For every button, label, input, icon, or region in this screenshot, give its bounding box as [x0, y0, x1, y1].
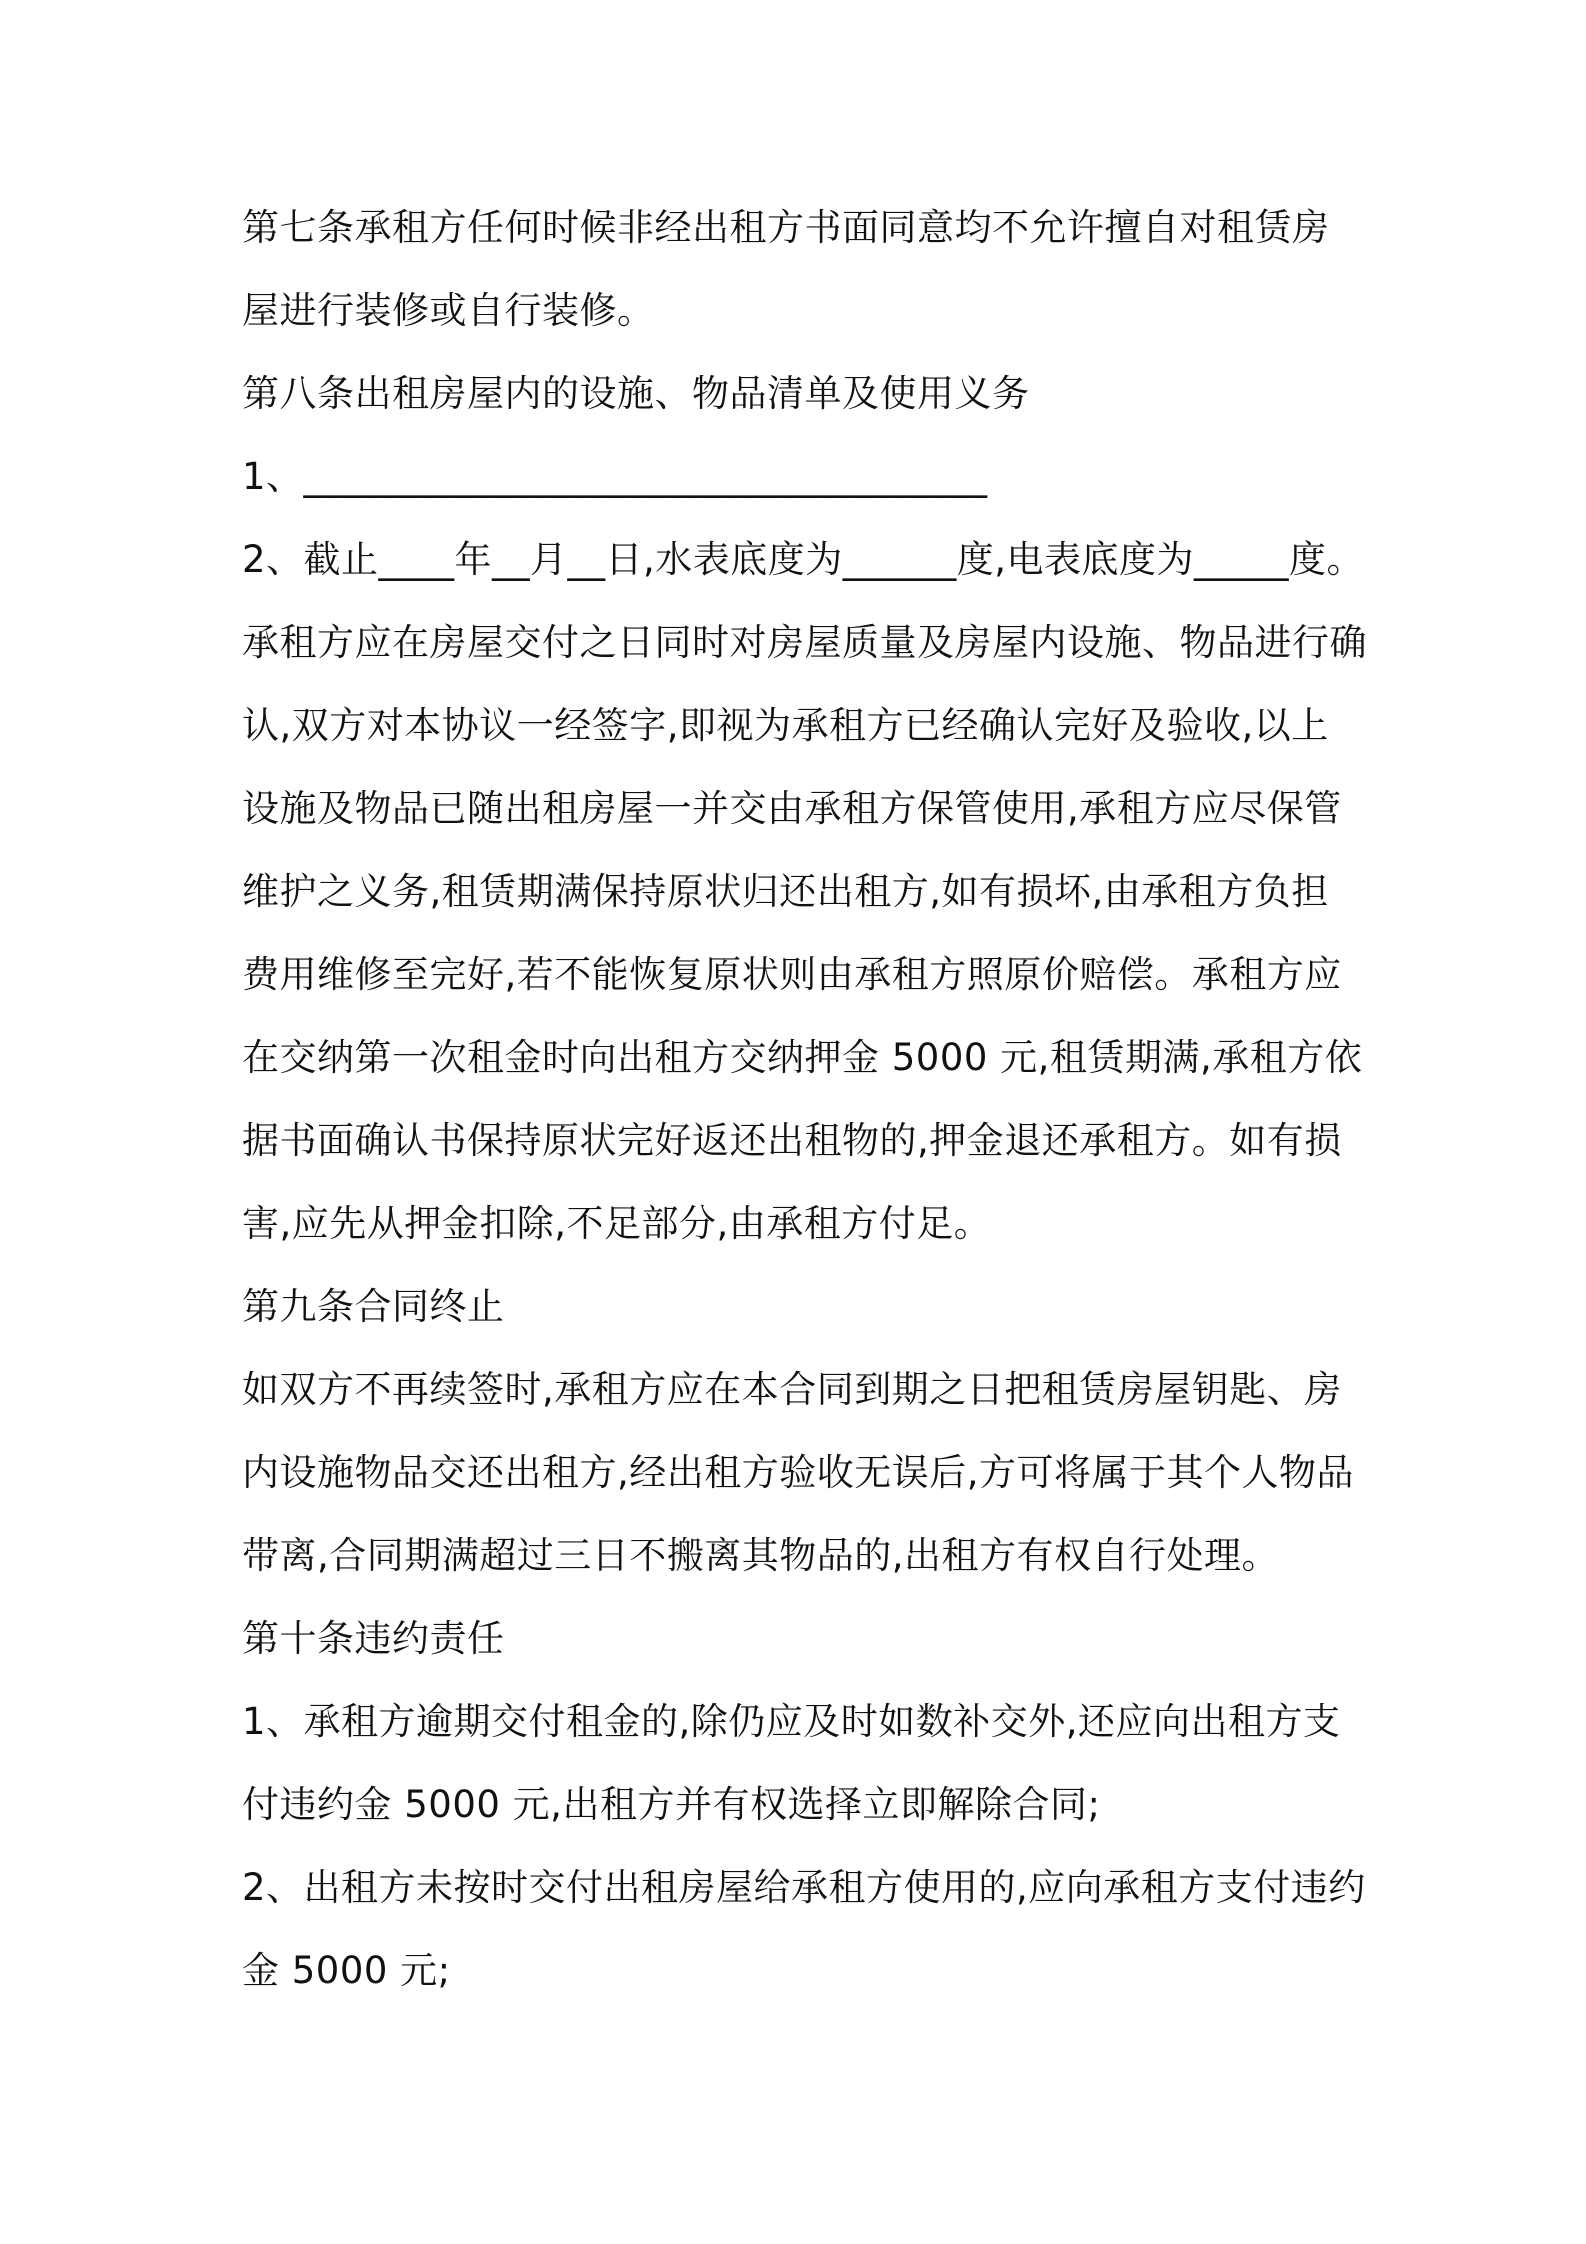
- text-line: 付违约金 5000 元,出租方并有权选择立即解除合同;: [242, 1783, 1101, 1826]
- text-line: 1、____________________________________: [242, 455, 988, 498]
- section-heading-article-8: 第八条出租房屋内的设施、物品清单及使用义务: [242, 372, 1030, 415]
- text-line: 内设施物品交还出租方,经出租方验收无误后,方可将属于其个人物品: [242, 1451, 1355, 1494]
- text-line: 承租方应在房屋交付之日同时对房屋质量及房屋内设施、物品进行确: [242, 621, 1367, 664]
- text-line: 如双方不再续签时,承租方应在本合同到期之日把租赁房屋钥匙、房: [242, 1368, 1342, 1411]
- text-line: 费用维修至完好,若不能恢复原状则由承租方照原价赔偿。承租方应: [242, 953, 1342, 996]
- text-line: 2、截止____年__月__日,水表底度为______度,电表底度为_____度。: [242, 538, 1365, 581]
- text-line: 在交纳第一次租金时向出租方交纳押金 5000 元,租赁期满,承租方依: [242, 1036, 1363, 1079]
- text-line: 害,应先从押金扣除,不足部分,由承租方付足。: [242, 1202, 992, 1245]
- section-heading-article-9: 第九条合同终止: [242, 1285, 505, 1328]
- text-line: 维护之义务,租赁期满保持原状归还出租方,如有损坏,由承租方负担: [242, 870, 1329, 913]
- text-line: 认,双方对本协议一经签字,即视为承租方已经确认完好及验收,以上: [242, 704, 1329, 747]
- text-line: 带离,合同期满超过三日不搬离其物品的,出租方有权自行处理。: [242, 1534, 1280, 1577]
- text-line: 金 5000 元;: [242, 1949, 451, 1992]
- text-line: 屋进行装修或自行装修。: [242, 289, 655, 332]
- text-line: 1、承租方逾期交付租金的,除仍应及时如数补交外,还应向出租方支: [242, 1700, 1341, 1743]
- text-line: 2、出租方未按时交付出租房屋给承租方使用的,应向承租方支付违约: [242, 1866, 1366, 1909]
- section-heading-article-10: 第十条违约责任: [242, 1617, 505, 1660]
- text-line: 第七条承租方任何时候非经出租方书面同意均不允许擅自对租赁房: [242, 206, 1330, 249]
- text-line: 设施及物品已随出租房屋一并交由承租方保管使用,承租方应尽保管: [242, 787, 1342, 830]
- text-line: 据书面确认书保持原状完好返还出租物的,押金退还承租方。如有损: [242, 1119, 1342, 1162]
